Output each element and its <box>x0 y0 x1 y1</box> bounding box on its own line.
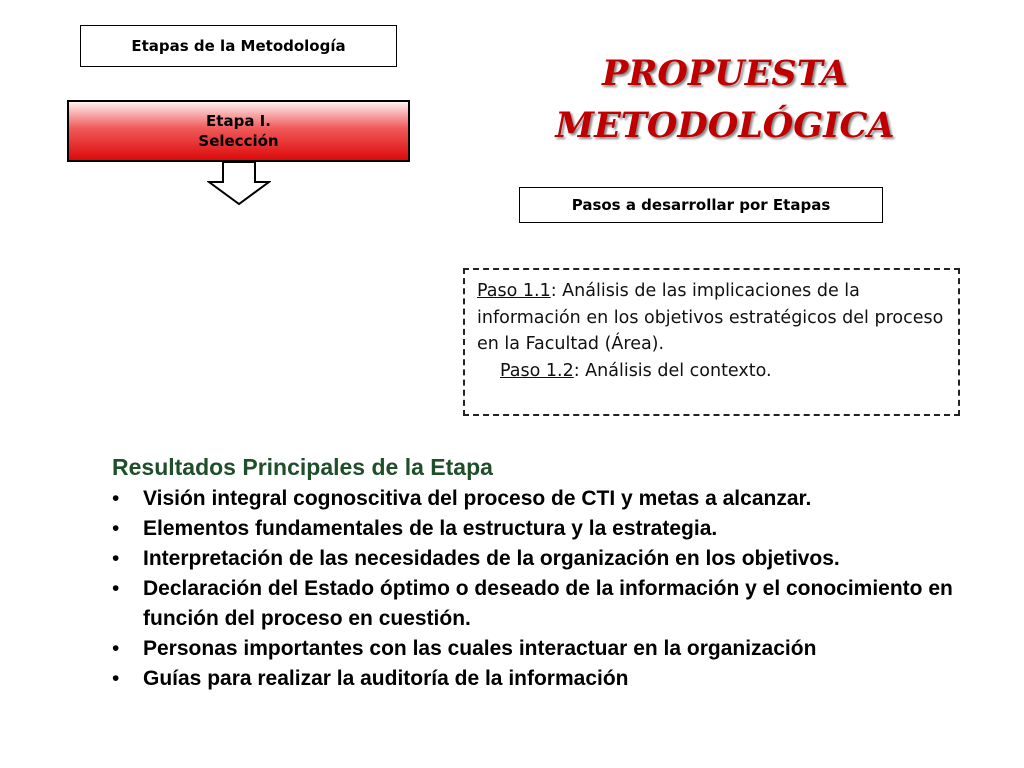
list-item: • Visión integral cognoscitiva del proceso de CTI y metas a alcanzar. <box>112 484 992 514</box>
bullet: • <box>112 637 120 660</box>
results-list <box>112 484 992 694</box>
list-item: • Elementos fundamentales de la estructura y la estrategia. <box>112 514 992 544</box>
list-item: • Guías para realizar la auditoría de la información <box>112 664 992 694</box>
paso-1-2 <box>477 358 948 385</box>
paso-1-1-text: : Análisis de las implicaciones de la información en los objetivos estratégicos del proceso en la Facultad (Área). <box>477 281 944 354</box>
list-item: • Interpretación de las necesidades de la organización en los objetivos. <box>112 544 992 574</box>
paso-1-1 <box>477 278 948 358</box>
bullet: • <box>112 547 120 570</box>
pasos-box <box>463 268 960 416</box>
pasos-label <box>519 187 883 223</box>
page-title-line1: PROPUESTA <box>602 53 848 94</box>
results-section <box>112 452 992 694</box>
bullet: • <box>112 667 120 690</box>
etapas-label-text: Etapas de la Metodología <box>131 37 346 55</box>
down-arrow-icon <box>207 162 271 206</box>
bullet: • <box>112 517 120 540</box>
bullet: • <box>112 577 120 600</box>
etapa-line2: Selección <box>198 132 279 150</box>
paso-1-2-label: Paso 1.2 <box>500 360 574 381</box>
etapa-box <box>67 100 410 162</box>
pasos-label-text: Pasos a desarrollar por Etapas <box>571 196 831 214</box>
list-item: • Personas importantes con las cuales interactuar en la organización <box>112 634 992 664</box>
list-item: • Declaración del Estado óptimo o deseado de la información y el conocimiento en función del proceso en cuestión. <box>112 574 992 634</box>
paso-1-1-label: Paso 1.1 <box>477 281 551 301</box>
etapa-line1: Etapa I. <box>206 112 271 130</box>
page-title <box>505 48 945 152</box>
paso-1-2-text: : Análisis del contexto. <box>573 360 772 381</box>
etapas-label <box>80 25 397 67</box>
page-title-line2: METODOLÓGICA <box>555 105 895 146</box>
bullet: • <box>112 487 120 510</box>
results-heading: Resultados Principales de la Etapa <box>112 454 493 480</box>
